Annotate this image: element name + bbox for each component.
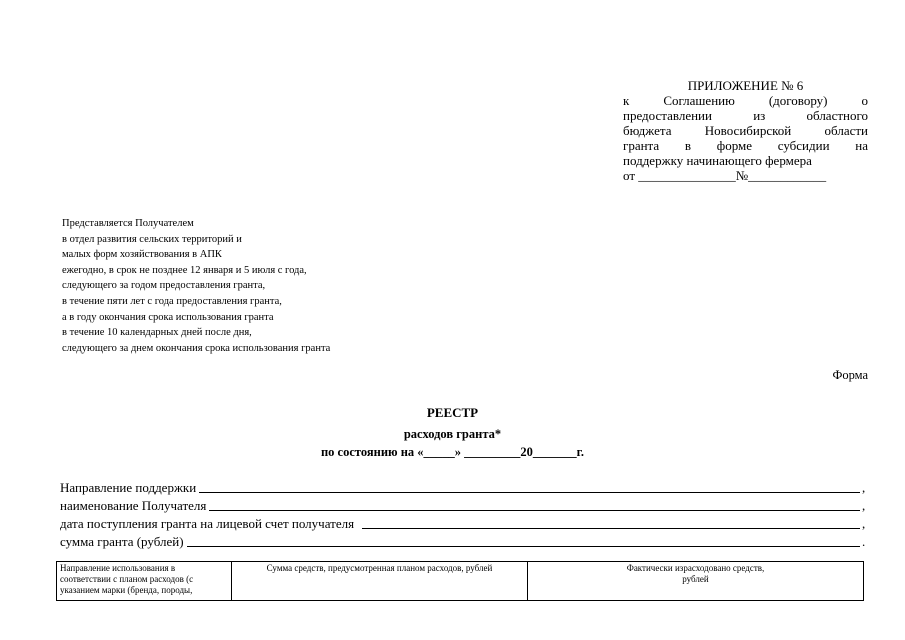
registry-date-line: по состоянию на «_____» _________20_______г. (320, 445, 585, 459)
appendix-line: гранта в форме субсидии на (623, 138, 868, 153)
appendix-line: к Соглашению (договору) о (623, 93, 868, 108)
header-cell-actual-spent (528, 562, 864, 601)
expense-registry-table (56, 561, 864, 601)
notice-line: Представляется Получателем (62, 218, 194, 229)
fill-in-line[interactable] (187, 545, 860, 547)
field-row (60, 532, 868, 550)
field-punctuation: , (862, 516, 866, 531)
field-punctuation: , (862, 480, 866, 495)
header-cell-planned-sum: Сумма средств, предусмотренная планом расходов, рублей (232, 562, 528, 601)
notice-line: следующего за годом предоставления гранта, (62, 280, 266, 292)
notice-line: а в году окончания срока использования гранта (62, 311, 274, 323)
header-text: Фактически израсходовано средств, (626, 563, 765, 573)
table-header-row (57, 562, 864, 601)
appendix-title: ПРИЛОЖЕНИЕ № 6 (687, 78, 804, 93)
header-text: рублей (682, 574, 709, 584)
appendix-from-line: от _______________№____________ (623, 168, 827, 183)
notice-line: в отдел развития сельских территорий и (62, 233, 242, 245)
recipient-fields (60, 478, 868, 550)
field-row (60, 478, 868, 496)
field-row (60, 514, 868, 532)
notice-line: ежегодно, в срок не позднее 12 января и 5 июля с года, (62, 264, 307, 276)
header-cell-direction: Направление использования в соответствии с планом расходов (с указанием марки (бренда, породы, (57, 562, 232, 601)
field-label: дата поступления гранта на лицевой счет получателя (60, 516, 355, 531)
registry-subtitle: расходов гранта* (403, 427, 502, 441)
appendix-block (623, 78, 868, 183)
field-row (60, 496, 868, 514)
form-label: Форма (832, 368, 868, 382)
field-label: Направление поддержки (60, 480, 197, 495)
notice-line: малых форм хозяйствования в АПК (62, 249, 222, 261)
field-label: сумма гранта (рублей) (60, 534, 184, 549)
field-punctuation: , (862, 498, 866, 513)
appendix-line: предоставлении из областного (623, 108, 868, 123)
fill-in-line[interactable] (209, 509, 860, 511)
fill-in-line[interactable] (199, 491, 860, 493)
submission-notice (62, 216, 330, 356)
appendix-line: бюджета Новосибирской области (623, 123, 868, 138)
field-punctuation: . (862, 534, 866, 549)
notice-line: в течение 10 календарных дней после дня, (62, 327, 252, 339)
fill-in-line[interactable] (362, 527, 860, 529)
notice-line: следующего за днем окончания срока использования гранта (62, 342, 331, 354)
registry-title: РЕЕСТР (426, 405, 479, 420)
field-label: наименование Получателя (60, 498, 207, 513)
notice-line: в течение пяти лет с года предоставления гранта, (62, 295, 282, 307)
appendix-line: поддержку начинающего фермера (623, 153, 812, 168)
